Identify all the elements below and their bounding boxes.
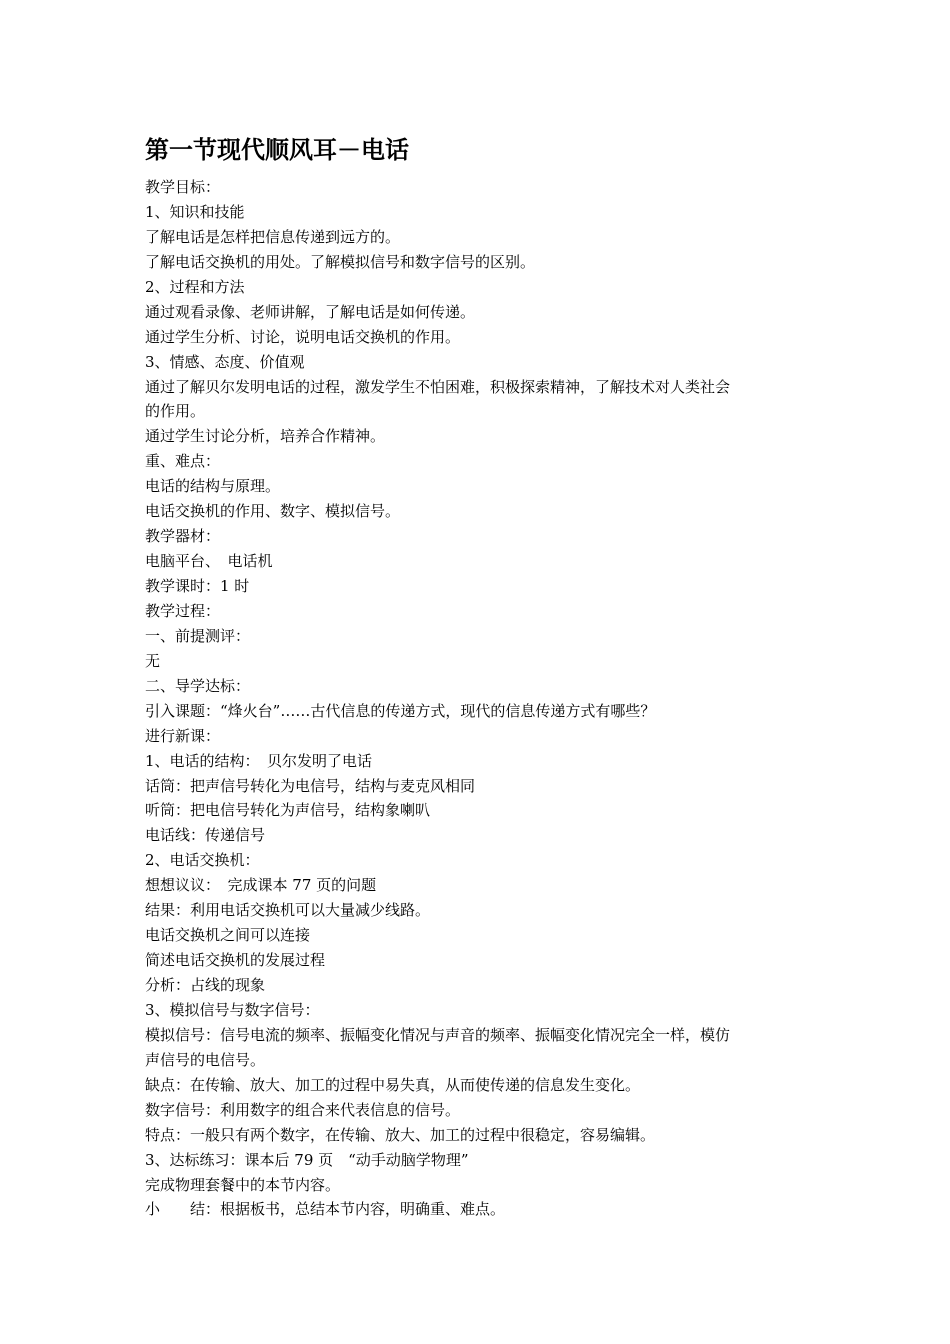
text-line: 通过观看录像、老师讲解，了解电话是如何传递。	[145, 302, 476, 321]
subheading-emotion-values: 3、情感、态度、价值观	[145, 352, 305, 371]
text-line: 电话线：传递信号	[145, 826, 266, 845]
text-line: 模拟信号：信号电流的频率、振幅变化情况与声音的频率、振幅变化情况完全一样，模仿	[145, 1025, 731, 1044]
text-line: 想想议议： 完成课本 77 页的问题	[145, 876, 377, 895]
text-line: 了解电话是怎样把信息传递到远方的。	[145, 227, 401, 246]
section-heading-materials: 教学器材：	[145, 527, 221, 546]
text-line: 电脑平台、 电话机	[145, 552, 273, 571]
text-line: 教学课时：1 时	[145, 577, 250, 595]
document-body	[145, 175, 815, 1222]
section-heading-key-points: 重、难点：	[145, 452, 221, 471]
text-line: 数字信号：利用数字的组合来代表信息的信号。	[145, 1100, 461, 1119]
text-line: 通过学生分析、讨论，说明电话交换机的作用。	[145, 327, 461, 346]
text-line: 2、电话交换机：	[145, 851, 260, 870]
text-line: 通过了解贝尔发明电话的过程，激发学生不怕困难，积极探索精神，了解技术对人类社会	[145, 377, 731, 396]
text-line: 声信号的电信号。	[145, 1050, 266, 1069]
text-line: 进行新课：	[145, 726, 221, 745]
text-line: 完成物理套餐中的本节内容。	[145, 1175, 341, 1194]
text-line: 1、电话的结构： 贝尔发明了电话	[145, 751, 373, 770]
text-line: 3、达标练习：课本后 79 页 “动手动脑学物理”	[145, 1150, 469, 1169]
text-line: 引入课题：“烽火台”……古代信息的传递方式，现代的信息传递方式有哪些？	[145, 701, 656, 720]
text-line: 的作用。	[145, 402, 206, 421]
text-line: 电话的结构与原理。	[145, 477, 281, 496]
text-line: 了解电话交换机的用处。了解模拟信号和数字信号的区别。	[145, 252, 536, 271]
text-line: 分析：占线的现象	[145, 976, 266, 994]
text-line-summary: 小 结：根据板书，总结本节内容，明确重、难点。	[145, 1200, 506, 1219]
text-line: 话筒：把声信号转化为电信号，结构与麦克风相同	[145, 776, 476, 795]
text-line: 简述电话交换机的发展过程	[145, 951, 326, 970]
text-line: 通过学生讨论分析，培养合作精神。	[145, 427, 386, 446]
text-line: 听筒：把电信号转化为声信号，结构象喇叭	[145, 801, 431, 820]
document-title: 第一节现代顺风耳－电话	[145, 136, 409, 164]
text-line: 特点：一般只有两个数字，在传输、放大、加工的过程中很稳定，容易编辑。	[145, 1125, 656, 1144]
subheading-knowledge-skills: 1、知识和技能	[145, 202, 245, 221]
subheading-process-methods: 2、过程和方法	[145, 277, 245, 296]
section-heading-objectives: 教学目标：	[145, 178, 221, 196]
text-line: 无	[145, 651, 161, 670]
text-line: 电话交换机之间可以连接	[145, 926, 311, 945]
text-line: 电话交换机的作用、数字、模拟信号。	[145, 502, 401, 521]
text-line: 缺点：在传输、放大、加工的过程中易失真，从而使传递的信息发生变化。	[145, 1075, 641, 1094]
section-heading-process: 教学过程：	[145, 601, 221, 620]
text-line: 结果：利用电话交换机可以大量减少线路。	[145, 901, 431, 920]
text-line: 一、前提测评：	[145, 626, 251, 645]
text-line: 二、导学达标：	[145, 676, 251, 695]
text-line: 3、模拟信号与数字信号：	[145, 1000, 320, 1019]
